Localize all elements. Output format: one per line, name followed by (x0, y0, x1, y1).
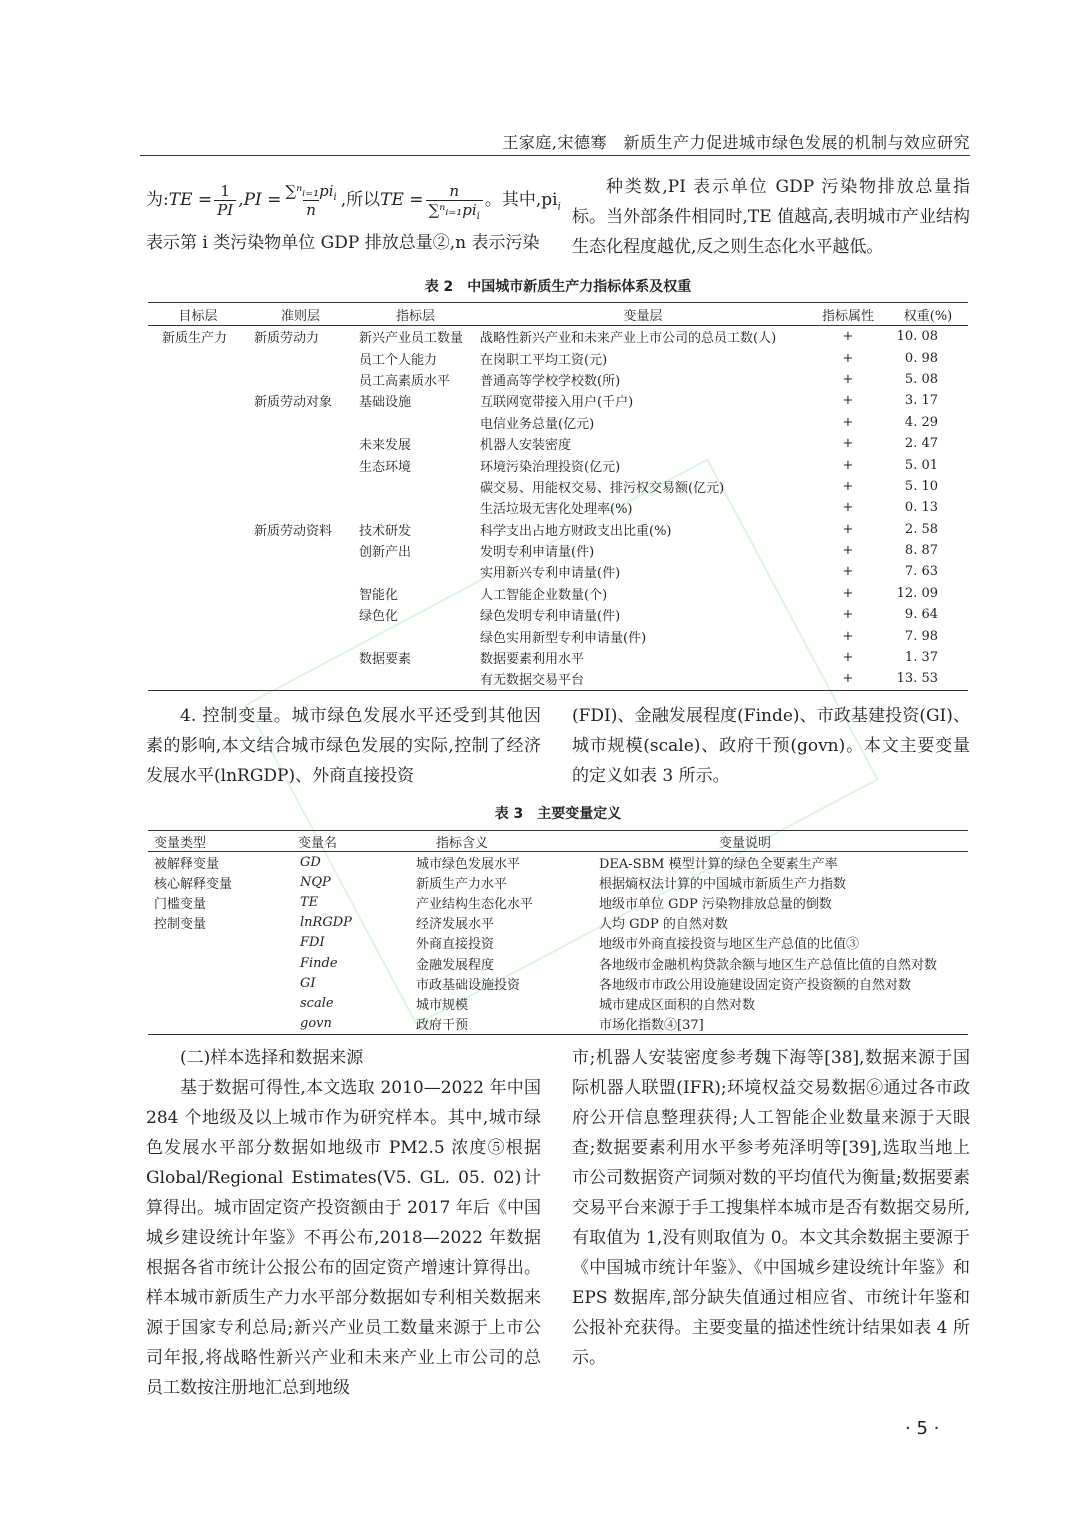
table2-cell: 未来发展 (359, 438, 412, 454)
table2-cell (353, 476, 478, 497)
table2-cell: 实用新兴专利申请量(件) (480, 566, 621, 582)
bottom-right-paragraph: 市;机器人安装密度参考魏下海等[38],数据来源于国际机器人联盟(IFR);环境权益交易数据⑥通过各市政府公开信息整理获得;人工智能企业数量来源于天眼查;数据要素利用水平参考苑泽明等[39],选取当地上市公司数据资产词频对数的平均值代为衡量;数据要素交易平台来源于手工搜集样本城市是否有数据交易所,有取值为 1,没有则取值为 0。本文其余数据主要源于《中国城市统计年鉴》、《中国城乡建设统计年鉴》和 EPS 数据库,部分缺失值通过相应省、市统计年鉴和公报补充获得。主要变量的描述性统计结果如表 4 所示。 (572, 1048, 970, 1368)
table3-cell: 城市规模 (416, 997, 469, 1013)
table2-cell: 环境污染治理投资(亿元) (480, 459, 621, 475)
fraction-pi-num-text: ∑ⁿᵢ₌₁pi (285, 181, 334, 200)
table2-cell: 发明专利申请量(件) (480, 545, 595, 561)
table2-cell: 人工智能企业数量(个) (480, 587, 608, 603)
fraction-te2-den-text: ∑ⁿᵢ₌₁pi (428, 200, 477, 219)
table2-cell (148, 369, 248, 390)
table2-cell (353, 497, 478, 518)
table2-caption: 表 2 中国城市新质生产力指标体系及权重 (424, 279, 692, 295)
fraction-te-num: 1 (220, 181, 230, 200)
table2-cell (353, 625, 478, 646)
fraction-pi-num (283, 181, 338, 203)
table3-header-cell: 变量名 (298, 831, 406, 852)
table2-row (148, 625, 968, 646)
table3-row (148, 933, 968, 953)
table2-cell: 绿色化 (359, 609, 399, 625)
fraction-te2-den (426, 200, 483, 222)
table3-cell (148, 1014, 298, 1035)
table2-row (148, 433, 968, 454)
table3-cell: 市场化指数④[37] (589, 1014, 968, 1035)
table2-cell (248, 497, 353, 518)
table3-header-row (148, 831, 968, 852)
table2-cell (148, 561, 248, 582)
top-right-column (572, 172, 970, 262)
table2-cell: 0. 13 (904, 500, 938, 516)
table2-row (148, 519, 968, 540)
table2-cell: 普通高等学校学校数(所) (480, 373, 621, 389)
table2-row (148, 540, 968, 561)
table2-row (148, 390, 968, 411)
table3-row (148, 872, 968, 892)
table2-row (148, 369, 968, 390)
table3-cell: TE (300, 894, 319, 910)
table2-row (148, 647, 968, 668)
table2-cell: 员工高素质水平 (359, 373, 451, 389)
table2-cell (148, 497, 248, 518)
table2-cell: 在岗职工平均工资(元) (480, 352, 608, 368)
table2-cell: 数据要素 (359, 652, 412, 668)
table2-cell (248, 604, 353, 625)
table3-row (148, 953, 968, 973)
table2-cell (148, 476, 248, 497)
table2-row (148, 561, 968, 582)
table3-row (148, 852, 968, 873)
table2-cell: 电信业务总量(亿元) (480, 416, 595, 432)
table2-header-cell: 目标层 (148, 303, 248, 326)
table2-cell (353, 668, 478, 690)
table2-cell: + (842, 650, 854, 666)
table3-header-cell: 变量类型 (148, 831, 298, 852)
table2-cell: 新兴产业员工数量 (359, 331, 464, 347)
table2-row (148, 583, 968, 604)
table2-cell: 0. 98 (904, 350, 938, 366)
table3-row (148, 993, 968, 1013)
table3-row (148, 1014, 968, 1035)
table3-cell: Finde (300, 955, 338, 971)
te-formula (146, 172, 561, 228)
table2-cell (353, 561, 478, 582)
table2-row (148, 497, 968, 518)
fraction-pi-num-sub: i (333, 191, 337, 203)
table3-cell: 各地级市市政公用设施建设固定资产投资额的自然对数 (599, 977, 912, 993)
formula-tail-text: 。其中,pi (484, 190, 558, 210)
table2-cell: 3. 17 (904, 393, 938, 409)
table2-cell: 5. 10 (904, 478, 938, 494)
table2-row (148, 476, 968, 497)
table2-cell (248, 583, 353, 604)
table3-cell: 根据熵权法计算的中国城市新质生产力指数 (599, 876, 847, 892)
table2-cell: 数据要素利用水平 (480, 652, 585, 668)
table2-cell: + (842, 457, 854, 473)
table2-header-cell: 变量层 (478, 303, 808, 326)
table2-cell (248, 668, 353, 690)
mid-left-paragraph: 4. 控制变量。城市绿色发展水平还受到其他因素的影响,本文结合城市绿色发展的实际,控制了经济发展水平(lnRGDP)、外商直接投资 (146, 706, 541, 786)
table2-cell (248, 476, 353, 497)
table2-cell: + (842, 371, 854, 387)
table2-cell: 新质劳动资料 (254, 523, 333, 539)
table2-cell: 碳交易、用能权交易、排污权交易额(亿元) (480, 480, 725, 496)
table2-cell (148, 668, 248, 690)
table2-cell: 生态环境 (359, 459, 412, 475)
table2-cell: 5. 08 (904, 371, 938, 387)
formula-prefix: 为: (146, 190, 169, 210)
table3-cell (148, 993, 298, 1013)
table2-cell (248, 454, 353, 475)
table2-cell (148, 519, 248, 540)
table3-cell: 政府干预 (406, 1014, 589, 1035)
table2-cell: + (842, 500, 854, 516)
table2-cell: 7. 63 (904, 564, 938, 580)
table2-cell (148, 647, 248, 668)
table2-cell: + (842, 628, 854, 644)
table2-cell (148, 433, 248, 454)
table2-row (148, 454, 968, 475)
table2-row (148, 326, 968, 348)
section-heading: (二)样本选择和数据来源 (180, 1048, 364, 1068)
bottom-right-column (572, 1043, 970, 1373)
table3-cell (148, 953, 298, 973)
fraction-te2 (426, 181, 483, 222)
table2-cell (148, 604, 248, 625)
table3-cell: FDI (300, 935, 325, 951)
table2-cell: 基础设施 (359, 395, 412, 411)
table2-row (148, 668, 968, 690)
table2-row (148, 412, 968, 433)
table2-cell: 员工个人能力 (359, 352, 438, 368)
table2-cell (248, 625, 353, 646)
table3-cell: 产业结构生态化水平 (416, 896, 534, 912)
table2-cell (148, 625, 248, 646)
table2-cell: 10. 08 (896, 329, 938, 345)
table3-cell: 地级市单位 GDP 污染物排放总量的倒数 (599, 896, 832, 912)
fraction-te-den: PI (214, 200, 236, 219)
table2-cell (248, 561, 353, 582)
formula-pi-lhs: ,PI = (238, 190, 282, 210)
table2-cell: + (842, 329, 854, 345)
table3-row (148, 892, 968, 912)
table3-caption: 表 3 主要变量定义 (494, 806, 622, 822)
table2-header-row (148, 303, 968, 326)
table3-cell: 地级市外商直接投资与地区生产总值的比值③ (599, 937, 860, 953)
table2-cell (148, 347, 248, 368)
table3-cell: GI (300, 975, 316, 991)
table2-cell: 机器人安装密度 (480, 438, 572, 454)
table2-cell (248, 347, 353, 368)
table3-cell: 城市建成区面积的自然对数 (599, 997, 756, 1013)
table2-row (148, 347, 968, 368)
formula-te2-lhs: TE = (380, 190, 424, 210)
table3-cell: 核心解释变量 (154, 876, 233, 892)
table3-cell: 门槛变量 (154, 896, 207, 912)
table3-cell: 人均 GDP 的自然对数 (599, 917, 728, 933)
fraction-pi (283, 182, 338, 219)
table3-cell: 控制变量 (154, 917, 207, 933)
bottom-left-paragraph: 基于数据可得性,本文选取 2010—2022 年中国 284 个地级及以上城市作为研究样本。其中,城市绿色发展水平部分数据如地级市 PM2.5 浓度⑤根据 Global/Regional Estimates(V5. GL. 05. 02)计算得出。城市固定资产投资额由于 2017 年后《中国城乡建设统计年鉴》不再公布,2018—2022 年数据根据各省市统计公报公布的固定资产增速计算得出。样本城市新质生产力水平部分数据如专利相关数据来源于国家专利总局;新兴产业员工数量来源于上市公司年报,将战略性新兴产业和未来产业上市公司的总员工数按注册地汇总到地级 (146, 1078, 541, 1398)
table2-cell (248, 433, 353, 454)
table2-row (148, 604, 968, 625)
table2-cell: 8. 87 (904, 543, 938, 559)
table2-cell: + (842, 607, 854, 623)
table2-cell (148, 412, 248, 433)
table2-cell: + (842, 564, 854, 580)
table2-cell: 新质生产力 (162, 331, 228, 347)
table2-cell: 创新产出 (359, 545, 412, 561)
table2-cell (148, 540, 248, 561)
fraction-pi-den: n (303, 200, 319, 219)
table2-cell (248, 540, 353, 561)
formula-te-lhs: TE = (168, 190, 213, 210)
fraction-te2-den-sub: i (476, 210, 480, 222)
table3-cell (148, 973, 298, 993)
table3-row (148, 973, 968, 993)
table3-cell: 各地级市金融机构贷款余额与地区生产总值比值的自然对数 (599, 957, 938, 973)
table2-cell: 新质劳动对象 (254, 395, 333, 411)
table3-row (148, 913, 968, 933)
table3-cell: 被解释变量 (154, 856, 220, 872)
table2-cell: 有无数据交易平台 (478, 668, 808, 690)
formula-so: ,所以 (340, 190, 381, 210)
table3-cell: 外商直接投资 (416, 937, 495, 953)
table2-cell (248, 369, 353, 390)
table3-cell: lnRGDP (300, 915, 352, 931)
table2-cell: 5. 01 (904, 457, 938, 473)
table2-cell: 12. 09 (896, 585, 938, 601)
table2-cell: 7. 98 (904, 628, 938, 644)
mid-right-paragraph: (FDI)、金融发展程度(Finde)、市政基建投资(GI)、城市规模(scale)、政府干预(govn)。本文主要变量的定义如表 3 所示。 (572, 706, 970, 786)
table2-cell: + (842, 478, 854, 494)
table2-cell: + (842, 521, 854, 537)
table2-cell (248, 412, 353, 433)
table2-cell: 新质劳动力 (254, 331, 320, 347)
table3-cell: NQP (300, 874, 331, 890)
table3-cell (148, 933, 298, 953)
table2-cell: 互联网宽带接入用户(千户) (480, 395, 634, 411)
right-top-paragraph: 种类数,PI 表示单位 GDP 污染物排放总量指标。当外部条件相同时,TE 值越高,表明城市产业结构生态化程度越优,反之则生态化水平越低。 (572, 177, 970, 257)
table2-cell: + (808, 668, 888, 690)
top-left-column (146, 172, 561, 258)
table2-cell: + (842, 393, 854, 409)
formula-tail (485, 185, 561, 215)
table2-cell: 4. 29 (904, 414, 938, 430)
table2 (148, 302, 968, 691)
table3-cell: DEA-SBM 模型计算的绿色全要素生产率 (599, 856, 838, 872)
table2-header-cell: 准则层 (248, 303, 353, 326)
table2-cell: + (842, 414, 854, 430)
table3-header-cell: 指标含义 (406, 831, 589, 852)
table2-cell: 2. 58 (904, 521, 938, 537)
table2-cell: 智能化 (359, 587, 399, 603)
table2-cell: + (842, 436, 854, 452)
table2-cell: 技术研发 (359, 523, 412, 539)
table2-cell (148, 454, 248, 475)
table3-cell: 新质生产力水平 (416, 876, 508, 892)
mid-left-column (146, 701, 541, 791)
fraction-te (214, 182, 236, 219)
page-number: · 5 · (905, 1418, 940, 1439)
table2-cell: 9. 64 (904, 607, 938, 623)
table2-cell: 绿色发明专利申请量(件) (480, 609, 621, 625)
header-rule (140, 155, 970, 156)
table3-cell: govn (298, 1014, 406, 1035)
table3-header-cell: 变量说明 (589, 831, 968, 852)
table2-cell: 科学支出占地方财政支出比重(%) (480, 523, 672, 539)
table2-cell: 2. 47 (904, 436, 938, 452)
table2-cell: 生活垃圾无害化处理率(%) (480, 502, 633, 518)
table2-header-cell: 指标属性 (808, 303, 888, 326)
table2-cell: 1. 37 (904, 650, 938, 666)
table3-cell: 金融发展程度 (416, 957, 495, 973)
table2-cell: 战略性新兴产业和未来产业上市公司的总员工数(人) (480, 331, 777, 347)
table3-cell: GD (300, 854, 321, 870)
table2-cell: + (842, 543, 854, 559)
table2-cell: 绿色实用新型专利申请量(件) (480, 630, 647, 646)
table3-cell: scale (300, 995, 334, 1011)
table2-header-cell: 指标层 (353, 303, 478, 326)
bottom-left-column (146, 1043, 541, 1403)
table2-header-cell: 权重(%) (888, 303, 968, 326)
running-header: 王家庭,宋德骞 新质生产力促进城市绿色发展的机制与效应研究 (502, 133, 970, 152)
table2-cell: + (842, 585, 854, 601)
table2-cell: + (842, 350, 854, 366)
fraction-te2-num: n (449, 181, 460, 200)
formula-tail-sub: i (557, 201, 561, 213)
table2-cell (353, 412, 478, 433)
table3-cell: 经济发展水平 (416, 917, 495, 933)
table3 (148, 830, 968, 1035)
left-top-paragraph: 表示第 i 类污染物单位 GDP 排放总量②,n 表示污染 (146, 233, 540, 253)
table2-cell (148, 583, 248, 604)
table2-cell: 13. 53 (888, 668, 968, 690)
table2-cell (248, 647, 353, 668)
mid-right-column (572, 701, 970, 791)
table3-cell: 城市绿色发展水平 (416, 856, 521, 872)
table3-cell: 市政基础设施投资 (416, 977, 521, 993)
table2-cell (148, 390, 248, 411)
